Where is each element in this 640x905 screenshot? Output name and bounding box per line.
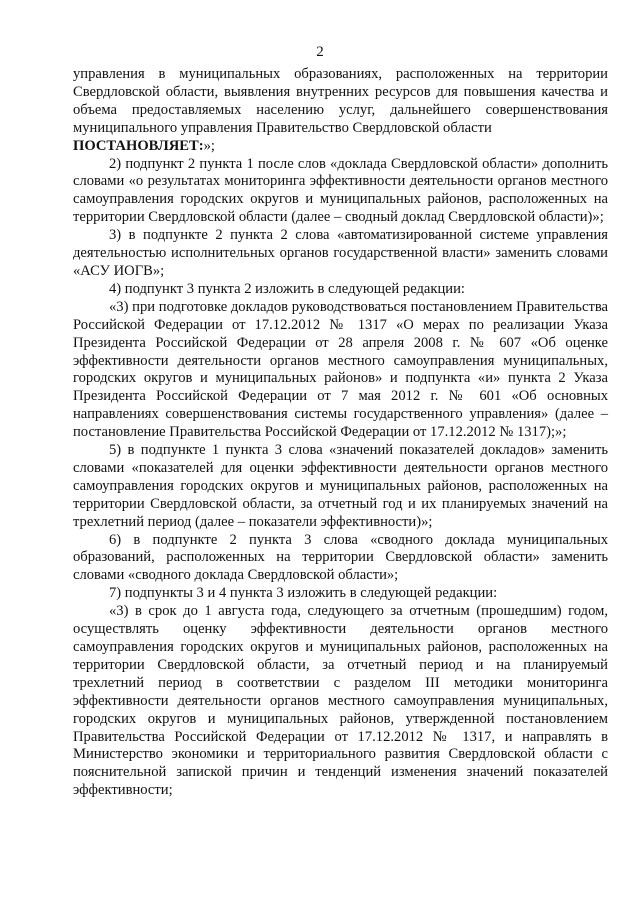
paragraph-item-2: 2) подпункт 2 пункта 1 после слов «доклада Свердловской области» дополнить словами «о результатах мониторинга эффективности деятельности органов местного самоуправления городских округов и муниципальных районов, расположенных на территории Свердловской области (далее – сводный доклад Свердловской области)»; xyxy=(73,155,608,226)
resolves-tail: »; xyxy=(203,137,215,154)
paragraph-item-3: 3) в подпункте 2 пункта 2 слова «автоматизированной системе управления деятельностью исполнительных органов государственной власти» заменить словами «АСУ ИОГВ»; xyxy=(73,227,608,279)
paragraph-item-6: 6) в подпункте 2 пункта 3 слова «сводного доклада муниципальных образований, расположенных на территории Свердловской области» заменить словами «сводного доклада Свердловской области»; xyxy=(73,531,608,584)
page-number: 2 xyxy=(316,44,324,60)
paragraph-preamble: управления в муниципальных образованиях, расположенных на территории Свердловской области, выявления внутренних ресурсов для повышения качества и объема предоставляемых населению услуг, дальнейшего совершенствования муниципального управления Правительство Свердловской области xyxy=(73,66,608,136)
paragraph-item-4-text: «3) при подготовке докладов руководствоваться постановлением Правительства Российской Федерации от 17.12.2012 № 1317 «О мерах по реализации Указа Президента Российской Федерации от 28 апреля 2008 г. № 607 «Об оценке эффективности деятельности органов местного самоуправления муниципальных, городских округов и муниципальных районов» и подпункта «и» пункта 2 Указа Президента Российской Федерации от 7 мая 2012 г. № 601 «Об основных направлениях совершенствования системы государственного управления» (далее – постановление Правительства Российской Федерации от 17.12.2012 № 1317);»; xyxy=(73,298,608,441)
resolves-keyword: ПОСТАНОВЛЯЕТ: xyxy=(73,137,204,154)
document-body xyxy=(73,66,608,800)
paragraph-item-4: 4) подпункт 3 пункта 2 изложить в следующей редакции: xyxy=(109,280,465,297)
paragraph-item-7: 7) подпункты 3 и 4 пункта 3 изложить в следующей редакции: xyxy=(109,585,498,602)
paragraph-item-5: 5) в подпункте 1 пункта 3 слова «значений показателей докладов» заменить словами «показателей для оценки эффективности деятельности органов местного самоуправления городских округов и муниципальных районов, расположенных на территории Свердловской области, за отчетный год и их планируемых значений на трехлетний период (далее – показатели эффективности)»; xyxy=(73,442,608,530)
paragraph-resolves xyxy=(73,138,608,156)
paragraph-item-7-text: «3) в срок до 1 августа года, следующего за отчетным (прошедшим) годом, осуществлять оценку эффективности деятельности органов местного самоуправления городских округов и муниципальных районов, расположенных на территории Свердловской области, за отчетный период и на планируемый трехлетний период в соответствии с разделом III методики мониторинга эффективности деятельности органов местного самоуправления муниципальных, городских округов и муниципальных районов, утвержденной постановлением Правительства Российской Федерации от 17.12.2012 № 1317, и направлять в Министерство экономики и территориального развития Свердловской области с пояснительной запиской причин и тенденций изменения значений показателей эффективности; xyxy=(73,603,608,799)
